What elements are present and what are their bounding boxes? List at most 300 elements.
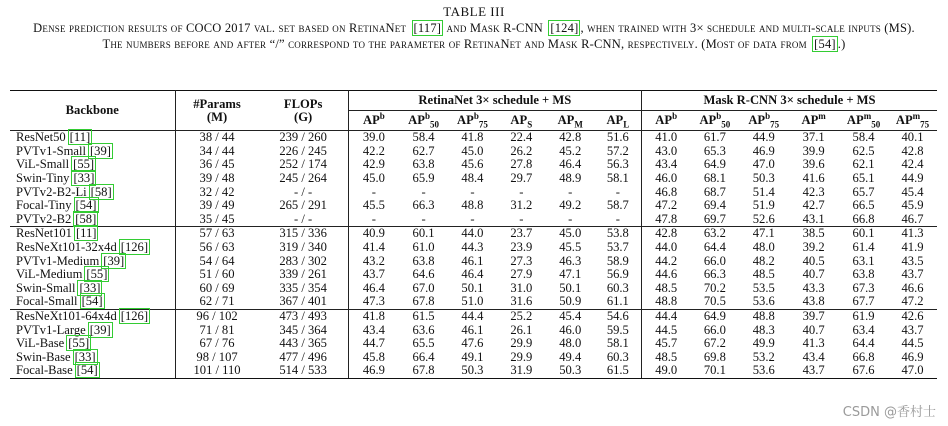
retina-apl: 53.7 (595, 241, 642, 255)
retina-ap: - (371, 211, 376, 226)
col-mask-ap-m: $AP^m$ (788, 110, 839, 131)
retina-ap50: 67.0 (412, 280, 435, 295)
col-ap-b-75: $AP^b_{75}$ (448, 110, 497, 131)
mask-apb: 44.4 (642, 309, 691, 323)
mask-apb50: 70.5 (703, 294, 726, 309)
maskrcnn-group-header: Mask R-CNN 3× schedule + MS (642, 91, 937, 111)
mask-apb: 44.2 (655, 253, 678, 268)
header-row-1 (10, 91, 937, 111)
retina-ap75: 46.1 (461, 253, 484, 268)
backbone-name: ResNeXt101-32x4d (16, 239, 117, 254)
backbone-name: PVTv2-B2-Li (16, 184, 87, 199)
table-row (10, 131, 937, 145)
retina-ap50: 66.3 (412, 198, 435, 213)
flops-cell: 245 / 264 (259, 172, 349, 186)
mask-apb75: 44.9 (739, 131, 788, 145)
mask-apm: 38.5 (788, 227, 839, 241)
params-cell: 67 / 76 (199, 336, 235, 351)
retina-ap50: - (421, 211, 426, 226)
table-number: TABLE III (443, 4, 505, 19)
retina-apl: 58.9 (595, 255, 642, 269)
retina-aps: 26.2 (510, 143, 533, 158)
retina-apm: - (568, 184, 573, 199)
mask-apm50: 67.7 (852, 294, 875, 309)
mask-apm75: 47.0 (888, 364, 937, 378)
retina-ap75: 50.1 (461, 280, 484, 295)
flops-cell: 239 / 260 (259, 131, 349, 145)
mask-apm75: 43.7 (901, 322, 924, 337)
caption-text-2: and Mask R-CNN (446, 21, 544, 35)
mask-apm: 43.7 (788, 364, 839, 378)
mask-apb50: 70.2 (703, 280, 726, 295)
retina-aps: 23.7 (497, 227, 546, 241)
params-cell: 35 / 45 (199, 211, 235, 226)
mask-apm75: 40.1 (888, 131, 937, 145)
retina-ap75: 41.8 (448, 131, 497, 145)
retina-aps: 31.9 (497, 364, 546, 378)
flops-header (259, 91, 349, 131)
backbone-name: ResNeXt101-64x4d (16, 308, 117, 323)
mask-apb: 46.8 (655, 184, 678, 199)
backbone-citation[interactable]: [11] (75, 226, 97, 241)
table-row (10, 158, 937, 172)
mask-apm: 39.6 (802, 157, 825, 172)
retina-apm: 50.9 (559, 294, 582, 309)
params-cell: 39 / 49 (199, 198, 235, 213)
retina-ap: 43.4 (362, 322, 385, 337)
mask-apm: 39.7 (788, 309, 839, 323)
retina-ap: 46.9 (348, 364, 399, 378)
mask-apm75: 46.6 (901, 280, 924, 295)
mask-apm: 42.3 (802, 184, 825, 199)
retina-apm: 49.2 (559, 198, 582, 213)
mask-apb75: 53.2 (752, 349, 775, 364)
mask-apb75: 48.3 (752, 322, 775, 337)
mask-apm: 40.7 (802, 322, 825, 337)
mask-apm50: 61.9 (839, 309, 888, 323)
mask-apm75: 42.4 (901, 157, 924, 172)
backbone-citation[interactable]: [126] (120, 308, 149, 323)
mask-apb: 49.0 (642, 364, 691, 378)
caption-citation-1[interactable]: [117] (413, 21, 442, 35)
caption-text-1: Dense prediction results of COCO 2017 val. set based on RetinaNet (33, 21, 407, 35)
mask-apb75: 48.8 (739, 309, 788, 323)
mask-apb50: 69.8 (703, 349, 726, 364)
mask-apb50: 69.7 (703, 211, 726, 226)
backbone-name: ViL-Base (16, 336, 65, 351)
retina-apl: 59.5 (595, 324, 642, 338)
retina-ap75: 51.0 (461, 294, 484, 309)
mask-apb50: 63.2 (690, 227, 739, 241)
retina-apl: - (595, 213, 642, 227)
backbone-name: ResNet101 (16, 226, 72, 241)
params-cell: 60 / 69 (199, 280, 235, 295)
mask-apm: 37.1 (788, 131, 839, 145)
table-row (10, 351, 937, 365)
mask-apb50: 69.4 (703, 198, 726, 213)
mask-apb50: 64.9 (703, 157, 726, 172)
flops-cell: 265 / 291 (259, 199, 349, 213)
mask-apb: 47.8 (655, 211, 678, 226)
mask-apb75: 48.0 (752, 239, 775, 254)
params-cell: 96 / 102 (175, 309, 259, 323)
params-cell: 36 / 45 (199, 157, 235, 172)
backbone-citation[interactable]: [39] (103, 253, 125, 268)
backbone-name: ResNet50 (16, 130, 66, 145)
table-row (10, 268, 937, 282)
backbone-citation[interactable]: [39] (89, 143, 111, 158)
mask-apb: 41.0 (642, 131, 691, 145)
retina-ap75: 46.1 (461, 322, 484, 337)
retina-ap75: 45.6 (461, 157, 484, 172)
mask-apb: 48.8 (655, 294, 678, 309)
caption-text-3: , when trained with 3× schedule and multi-scale inputs (MS). The numbers before and after “/” correspond to the parameter of RetinaNet and Mask R-CNN, respectively. (Most of data from (102, 21, 915, 51)
flops-cell: 315 / 336 (259, 227, 349, 241)
backbone-citation[interactable]: [11] (69, 130, 91, 145)
mask-apm50: 62.1 (852, 157, 875, 172)
mask-apb: 46.0 (655, 170, 678, 185)
retina-ap: 45.0 (362, 170, 385, 185)
mask-apb75: 53.6 (739, 364, 788, 378)
table-row (10, 309, 937, 323)
params-cell: 56 / 63 (199, 239, 235, 254)
retina-ap75: 49.1 (461, 349, 484, 364)
backbone-citation[interactable]: [126] (120, 239, 149, 254)
retina-ap50: 63.8 (412, 157, 435, 172)
retina-apm: - (568, 211, 573, 226)
backbone-citation[interactable]: [54] (81, 294, 103, 309)
mask-apb75: 50.3 (752, 170, 775, 185)
retina-ap50: 65.5 (412, 336, 435, 351)
retina-ap: 44.7 (362, 336, 385, 351)
mask-apm75: 47.2 (901, 294, 924, 309)
backbone-citation[interactable]: [33] (79, 280, 101, 295)
backbone-cell (10, 227, 175, 241)
retina-apl: 56.9 (595, 268, 642, 282)
retina-ap50: 63.6 (412, 322, 435, 337)
flops-cell: 345 / 364 (259, 324, 349, 338)
mask-apb50: 68.7 (703, 184, 726, 199)
mask-apm: 42.7 (802, 198, 825, 213)
retina-ap: - (371, 184, 376, 199)
retina-apm: 46.4 (559, 157, 582, 172)
retina-ap50: 63.8 (412, 253, 435, 268)
flops-cell: - / - (259, 213, 349, 227)
retina-apm: 48.0 (559, 336, 582, 351)
col-ap-l: $AP_L$ (595, 110, 642, 131)
retina-ap: 42.2 (362, 143, 385, 158)
mask-apb50: 70.1 (690, 364, 739, 378)
flops-header-label: FLOPs (283, 96, 323, 111)
retina-aps: 29.7 (510, 170, 533, 185)
params-cell: 71 / 81 (199, 322, 235, 337)
params-header-unit: (M) (206, 110, 228, 125)
mask-apb75: 52.6 (752, 211, 775, 226)
flops-cell: 443 / 365 (259, 337, 349, 351)
mask-apb50: 67.2 (703, 336, 726, 351)
mask-apb50: 66.0 (703, 322, 726, 337)
params-cell: 54 / 64 (199, 253, 235, 268)
flops-header-unit: (G) (294, 110, 313, 125)
retina-ap: 45.5 (362, 198, 385, 213)
table-row (10, 145, 937, 159)
flops-cell: 367 / 401 (259, 295, 349, 309)
flops-cell: 226 / 245 (259, 145, 349, 159)
backbone-citation[interactable]: [39] (89, 322, 111, 337)
mask-apm50: 66.8 (852, 349, 875, 364)
backbone-citation[interactable]: [58] (90, 184, 112, 199)
retina-ap: 42.9 (362, 157, 385, 172)
mask-apm: 39.9 (802, 143, 825, 158)
mask-apm50: 58.4 (839, 131, 888, 145)
backbone-citation[interactable]: [54] (76, 363, 98, 378)
table-row (10, 186, 937, 200)
retina-apl: 60.3 (595, 282, 642, 296)
mask-apm: 40.5 (802, 253, 825, 268)
retina-ap: 41.8 (348, 309, 399, 323)
retina-ap75: 47.6 (461, 336, 484, 351)
mask-apb75: 49.9 (752, 336, 775, 351)
mask-apb: 48.5 (655, 349, 678, 364)
retina-apl: 61.1 (595, 295, 642, 309)
mask-apb: 44.5 (655, 322, 678, 337)
table-row (10, 241, 937, 255)
mask-apm: 40.7 (802, 267, 825, 282)
params-cell: 98 / 107 (196, 349, 238, 364)
retina-ap75: 45.0 (461, 143, 484, 158)
mask-apb75: 48.2 (752, 253, 775, 268)
mask-apb50: 61.7 (690, 131, 739, 145)
retina-ap50: 64.6 (412, 267, 435, 282)
mask-apm75: 45.9 (901, 198, 924, 213)
mask-apb75: 46.9 (752, 143, 775, 158)
retina-apl: 58.7 (595, 199, 642, 213)
retina-ap: 40.9 (348, 227, 399, 241)
backbone-citation[interactable]: [33] (73, 170, 95, 185)
caption-citation-2[interactable]: [124] (550, 21, 579, 35)
retina-ap50: 61.5 (399, 309, 448, 323)
mask-apm75: 41.9 (901, 239, 924, 254)
mask-apb75: 53.6 (752, 294, 775, 309)
mask-apb: 43.4 (655, 157, 678, 172)
table-row (10, 337, 937, 351)
backbone-citation[interactable]: [58] (75, 211, 97, 226)
params-cell: 51 / 60 (199, 267, 235, 282)
mask-apb: 43.0 (655, 143, 678, 158)
col-mask-ap-m-75: $AP^m_{75}$ (888, 110, 937, 131)
retina-apl: 61.5 (595, 364, 642, 378)
flops-cell: 319 / 340 (259, 241, 349, 255)
retina-ap75: 50.3 (448, 364, 497, 378)
retina-aps: 25.2 (497, 309, 546, 323)
retina-apm: 45.4 (546, 309, 595, 323)
retina-ap75: - (470, 211, 475, 226)
col-ap-b-50: $AP^b_{50}$ (399, 110, 448, 131)
mask-apb50: 65.3 (703, 143, 726, 158)
mask-apm50: 67.6 (839, 364, 888, 378)
backbone-name: ViL-Small (16, 157, 70, 172)
params-header-label: #Params (193, 96, 241, 111)
mask-apm50: 65.7 (852, 184, 875, 199)
mask-apm50: 61.4 (852, 239, 875, 254)
retina-apl: 53.8 (595, 227, 642, 241)
flops-cell: - / - (259, 186, 349, 200)
retina-ap: 43.7 (362, 267, 385, 282)
mask-apb50: 68.1 (703, 170, 726, 185)
params-cell: 34 / 44 (199, 143, 235, 158)
table-row (10, 199, 937, 213)
retina-apm: 50.1 (559, 280, 582, 295)
params-cell: 62 / 71 (199, 294, 235, 309)
retina-apl: 51.6 (595, 131, 642, 145)
mask-apm: 43.4 (802, 349, 825, 364)
mask-apm50: 63.1 (852, 253, 875, 268)
retina-apm: 45.2 (559, 143, 582, 158)
retina-aps: 29.9 (510, 336, 533, 351)
mask-apm: 41.3 (802, 336, 825, 351)
flops-cell: 339 / 261 (259, 268, 349, 282)
retina-aps: 27.8 (510, 157, 533, 172)
backbone-cell (10, 364, 175, 378)
backbone-citation[interactable]: [54] (75, 198, 97, 213)
backbone-citation[interactable]: [55] (68, 336, 90, 351)
caption-citation-3[interactable]: [54] (814, 37, 836, 51)
backbone-name: PVTv1-Small (16, 143, 86, 158)
backbone-citation[interactable]: [33] (74, 349, 96, 364)
retina-aps: 27.9 (510, 267, 533, 282)
retina-ap: 45.8 (362, 349, 385, 364)
retina-ap50: 62.7 (412, 143, 435, 158)
mask-apm: 43.1 (802, 211, 825, 226)
params-cell: 101 / 110 (175, 364, 259, 378)
retina-aps: 22.4 (497, 131, 546, 145)
mask-apm50: 66.5 (852, 198, 875, 213)
mask-apm50: 62.5 (852, 143, 875, 158)
mask-apm75: 44.9 (901, 170, 924, 185)
retina-ap75: 44.3 (461, 239, 484, 254)
mask-apb75: 51.9 (752, 198, 775, 213)
table-row (10, 324, 937, 338)
mask-apm50: 67.3 (852, 280, 875, 295)
results-table (10, 90, 937, 379)
table-body (10, 131, 937, 379)
col-ap-b: $AP^b$ (348, 110, 399, 131)
mask-apm50: 63.8 (852, 267, 875, 282)
mask-apb75: 51.4 (752, 184, 775, 199)
retina-ap50: 60.1 (399, 227, 448, 241)
backbone-citation[interactable]: [55] (73, 157, 95, 172)
retina-ap50: 67.8 (399, 364, 448, 378)
retina-apm: 50.3 (546, 364, 595, 378)
watermark: CSDN @香村士 (842, 405, 936, 420)
backbone-citation[interactable]: [55] (86, 267, 108, 282)
retina-ap75: 46.4 (461, 267, 484, 282)
retina-ap50: 61.0 (412, 239, 435, 254)
mask-apm75: 43.5 (901, 253, 924, 268)
retina-aps: 31.0 (510, 280, 533, 295)
retina-aps: 26.1 (510, 322, 533, 337)
mask-apb50: 66.3 (703, 267, 726, 282)
backbone-name: PVTv1-Large (16, 322, 86, 337)
col-mask-ap-b: $AP^b$ (642, 110, 691, 131)
backbone-name: Focal-Small (16, 294, 78, 309)
mask-apm75: 41.3 (888, 227, 937, 241)
flops-cell: 514 / 533 (259, 364, 349, 378)
backbone-cell (10, 241, 175, 255)
retina-apl: 56.3 (595, 158, 642, 172)
retina-ap50: 58.4 (399, 131, 448, 145)
retina-aps: 27.3 (510, 253, 533, 268)
retina-ap: 39.0 (348, 131, 399, 145)
flops-cell: 473 / 493 (259, 309, 349, 323)
mask-apm75: 42.6 (888, 309, 937, 323)
retina-ap: 43.2 (362, 253, 385, 268)
flops-cell: 283 / 302 (259, 255, 349, 269)
retina-ap75: 48.8 (461, 198, 484, 213)
flops-cell: 335 / 354 (259, 282, 349, 296)
backbone-name: Swin-Small (16, 280, 76, 295)
retinanet-group-header: RetinaNet 3× schedule + MS (348, 91, 641, 111)
mask-apb50: 64.9 (690, 309, 739, 323)
mask-apm: 43.3 (802, 280, 825, 295)
retina-apm: 47.1 (559, 267, 582, 282)
table-row (10, 364, 937, 378)
backbone-name: Focal-Base (16, 363, 73, 378)
mask-apb50: 66.0 (703, 253, 726, 268)
backbone-cell (10, 295, 175, 309)
retina-apm: 45.0 (546, 227, 595, 241)
mask-apm50: 65.1 (852, 170, 875, 185)
col-mask-ap-b-50: $AP^b_{50}$ (690, 110, 739, 131)
mask-apb75: 47.1 (739, 227, 788, 241)
table-row (10, 213, 937, 227)
retina-ap75: - (470, 184, 475, 199)
retina-ap50: 66.4 (412, 349, 435, 364)
mask-apb: 48.5 (655, 280, 678, 295)
backbone-header: Backbone (10, 91, 175, 131)
retina-ap75: 44.0 (448, 227, 497, 241)
retina-aps: 23.9 (510, 239, 533, 254)
retina-apm: 49.4 (559, 349, 582, 364)
retina-aps: - (519, 184, 524, 199)
mask-apb75: 48.5 (752, 267, 775, 282)
col-mask-ap-b-75: $AP^b_{75}$ (739, 110, 788, 131)
mask-apb: 44.6 (655, 267, 678, 282)
params-header (175, 91, 259, 131)
mask-apb50: 64.4 (703, 239, 726, 254)
mask-apb: 47.2 (655, 198, 678, 213)
mask-apm: 43.8 (802, 294, 825, 309)
retina-apl: 58.1 (595, 337, 642, 351)
backbone-name: Swin-Base (16, 349, 71, 364)
retina-apl: 57.2 (595, 145, 642, 159)
col-ap-s: $AP_S$ (497, 110, 546, 131)
retina-apm: 46.0 (559, 322, 582, 337)
retina-apm: 48.9 (559, 170, 582, 185)
retina-ap75: 48.4 (461, 170, 484, 185)
caption-text-4: .) (837, 37, 846, 51)
retina-apm: 45.5 (559, 239, 582, 254)
flops-cell: 252 / 174 (259, 158, 349, 172)
retina-ap: 47.3 (362, 294, 385, 309)
mask-apm50: 64.4 (852, 336, 875, 351)
table-caption (0, 20, 948, 52)
col-mask-ap-m-50: $AP^m_{50}$ (839, 110, 888, 131)
mask-apm75: 43.7 (901, 267, 924, 282)
retina-aps: 31.6 (510, 294, 533, 309)
mask-apm: 39.2 (802, 239, 825, 254)
mask-apm75: 44.5 (901, 336, 924, 351)
